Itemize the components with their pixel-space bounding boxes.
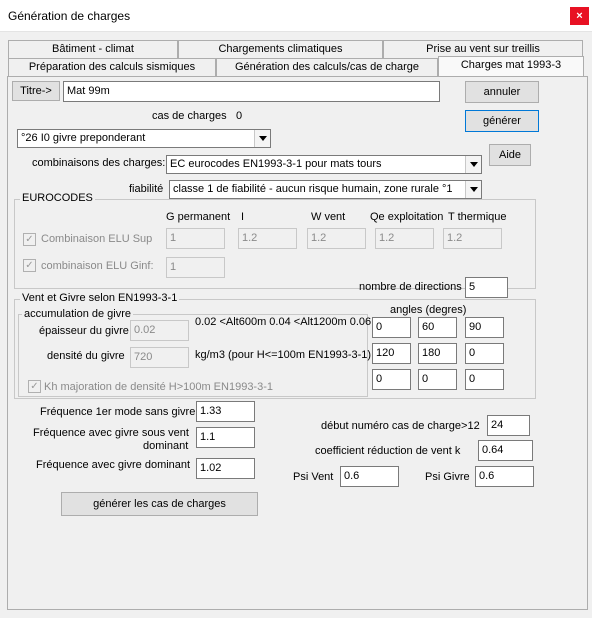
eurocodes-title: EUROCODES bbox=[22, 192, 93, 204]
elu-sup-g[interactable]: 1 bbox=[166, 228, 225, 249]
elu-sup-checkbox[interactable]: ✓ bbox=[23, 233, 36, 246]
angle-2[interactable]: 60 bbox=[418, 317, 457, 338]
frequence-2-label-line2: dominant bbox=[143, 440, 189, 452]
epaisseur-input[interactable]: 0.02 bbox=[130, 320, 189, 341]
densite-input[interactable]: 720 bbox=[130, 347, 189, 368]
title-bar bbox=[0, 0, 592, 32]
vent-givre-title: Vent et Givre selon EN1993-3-1 bbox=[22, 292, 178, 304]
window-title: Génération de charges bbox=[8, 9, 131, 23]
close-icon[interactable]: × bbox=[570, 7, 589, 25]
psi-vent-label: Psi Vent bbox=[293, 471, 334, 483]
generer-cas-button[interactable]: générer les cas de charges bbox=[61, 492, 258, 516]
frequence-2-label: Fréquence avec givre sous vent bbox=[33, 427, 189, 439]
col-t-thermique: T thermique bbox=[448, 211, 507, 223]
elu-sup-i[interactable]: 1.2 bbox=[238, 228, 297, 249]
psi-givre-label: Psi Givre bbox=[425, 471, 470, 483]
tab-batiment-climat[interactable]: Bâtiment - climat bbox=[8, 40, 178, 59]
elu-ginf-checkbox[interactable]: ✓ bbox=[23, 259, 36, 272]
cas-charges-label: cas de charges bbox=[152, 110, 227, 122]
frequence-3-input[interactable]: 1.02 bbox=[196, 458, 255, 479]
nombre-directions-label: nombre de directions bbox=[359, 281, 462, 293]
densite-label: densité du givre bbox=[47, 350, 125, 362]
angle-4[interactable]: 120 bbox=[372, 343, 411, 364]
kh-checkbox[interactable]: ✓ bbox=[28, 380, 41, 393]
fiabilite-label: fiabilité bbox=[129, 183, 164, 195]
psi-vent-input[interactable]: 0.6 bbox=[340, 466, 399, 487]
tab-prise-vent-treillis[interactable]: Prise au vent sur treillis bbox=[383, 40, 583, 59]
elu-sup-qe[interactable]: 1.2 bbox=[375, 228, 434, 249]
elu-sup-w[interactable]: 1.2 bbox=[307, 228, 366, 249]
chevron-down-icon bbox=[465, 156, 481, 173]
titre-button[interactable]: Titre-> bbox=[12, 81, 60, 101]
debut-numero-input[interactable]: 24 bbox=[487, 415, 530, 436]
frequence-3-label: Fréquence avec givre dominant bbox=[36, 459, 191, 471]
angle-9[interactable]: 0 bbox=[465, 369, 504, 390]
angles-label: angles (degres) bbox=[390, 304, 467, 316]
elu-sup-label: Combinaison ELU Sup bbox=[41, 233, 153, 245]
titre-input[interactable]: Mat 99m bbox=[63, 81, 440, 102]
angle-5[interactable]: 180 bbox=[418, 343, 457, 364]
accumulation-title: accumulation de givre bbox=[24, 308, 132, 320]
angle-7[interactable]: 0 bbox=[372, 369, 411, 390]
chevron-down-icon bbox=[465, 181, 481, 198]
debut-numero-label: début numéro cas de charge>12 bbox=[321, 420, 480, 432]
kh-label: Kh majoration de densité H>100m EN1993-3-1 bbox=[44, 381, 273, 393]
col-i: I bbox=[241, 211, 245, 223]
combinaisons-select[interactable] bbox=[166, 155, 482, 174]
epaisseur-label: épaisseur du givre bbox=[39, 325, 129, 337]
cas-charges-select[interactable] bbox=[17, 129, 271, 148]
epaisseur-note: 0.02 <Alt600m 0.04 <Alt1200m 0.06 bbox=[195, 316, 372, 328]
tab-chargements-climatiques[interactable]: Chargements climatiques bbox=[178, 40, 383, 59]
annuler-button[interactable]: annuler bbox=[465, 81, 539, 103]
coefficient-input[interactable]: 0.64 bbox=[478, 440, 533, 461]
tab-generation-calculs[interactable]: Génération des calculs/cas de charge bbox=[216, 58, 438, 77]
cas-charges-count: 0 bbox=[236, 110, 243, 122]
elu-sup-t[interactable]: 1.2 bbox=[443, 228, 502, 249]
angle-3[interactable]: 90 bbox=[465, 317, 504, 338]
frequence-1-input[interactable]: 1.33 bbox=[196, 401, 255, 422]
col-qe-exploitation: Qe exploitation bbox=[370, 211, 444, 223]
nombre-directions-input[interactable]: 5 bbox=[465, 277, 508, 298]
chevron-down-icon bbox=[254, 130, 270, 147]
angle-1[interactable]: 0 bbox=[372, 317, 411, 338]
frequence-2-input[interactable]: 1.1 bbox=[196, 427, 255, 448]
frequence-1-label: Fréquence 1er mode sans givre bbox=[40, 406, 196, 418]
cas-charges-select-value: °26 I0 givre preponderant bbox=[21, 132, 146, 144]
coefficient-label: coefficient réduction de vent k bbox=[315, 445, 461, 457]
angle-8[interactable]: 0 bbox=[418, 369, 457, 390]
col-w-vent: W vent bbox=[311, 211, 346, 223]
angle-6[interactable]: 0 bbox=[465, 343, 504, 364]
col-g-permanent: G permanent bbox=[166, 211, 231, 223]
combinaisons-label: combinaisons des charges: bbox=[32, 157, 166, 169]
elu-ginf-g[interactable]: 1 bbox=[166, 257, 225, 278]
psi-givre-input[interactable]: 0.6 bbox=[475, 466, 534, 487]
fiabilite-select[interactable] bbox=[169, 180, 482, 199]
fiabilite-select-value: classe 1 de fiabilité - aucun risque humain, zone rurale °1 bbox=[173, 183, 453, 195]
elu-ginf-label: combinaison ELU Ginf: bbox=[41, 260, 154, 272]
generer-button[interactable]: générer bbox=[465, 110, 539, 132]
tab-charges-mat[interactable]: Charges mat 1993-3 bbox=[438, 56, 584, 77]
aide-button[interactable]: Aide bbox=[489, 144, 531, 166]
combinaisons-select-value: EC eurocodes EN1993-3-1 pour mats tours bbox=[170, 158, 382, 170]
tab-preparation-sismique[interactable]: Préparation des calculs sismiques bbox=[8, 58, 216, 77]
densite-note: kg/m3 (pour H<=100m EN1993-3-1) bbox=[195, 349, 372, 361]
